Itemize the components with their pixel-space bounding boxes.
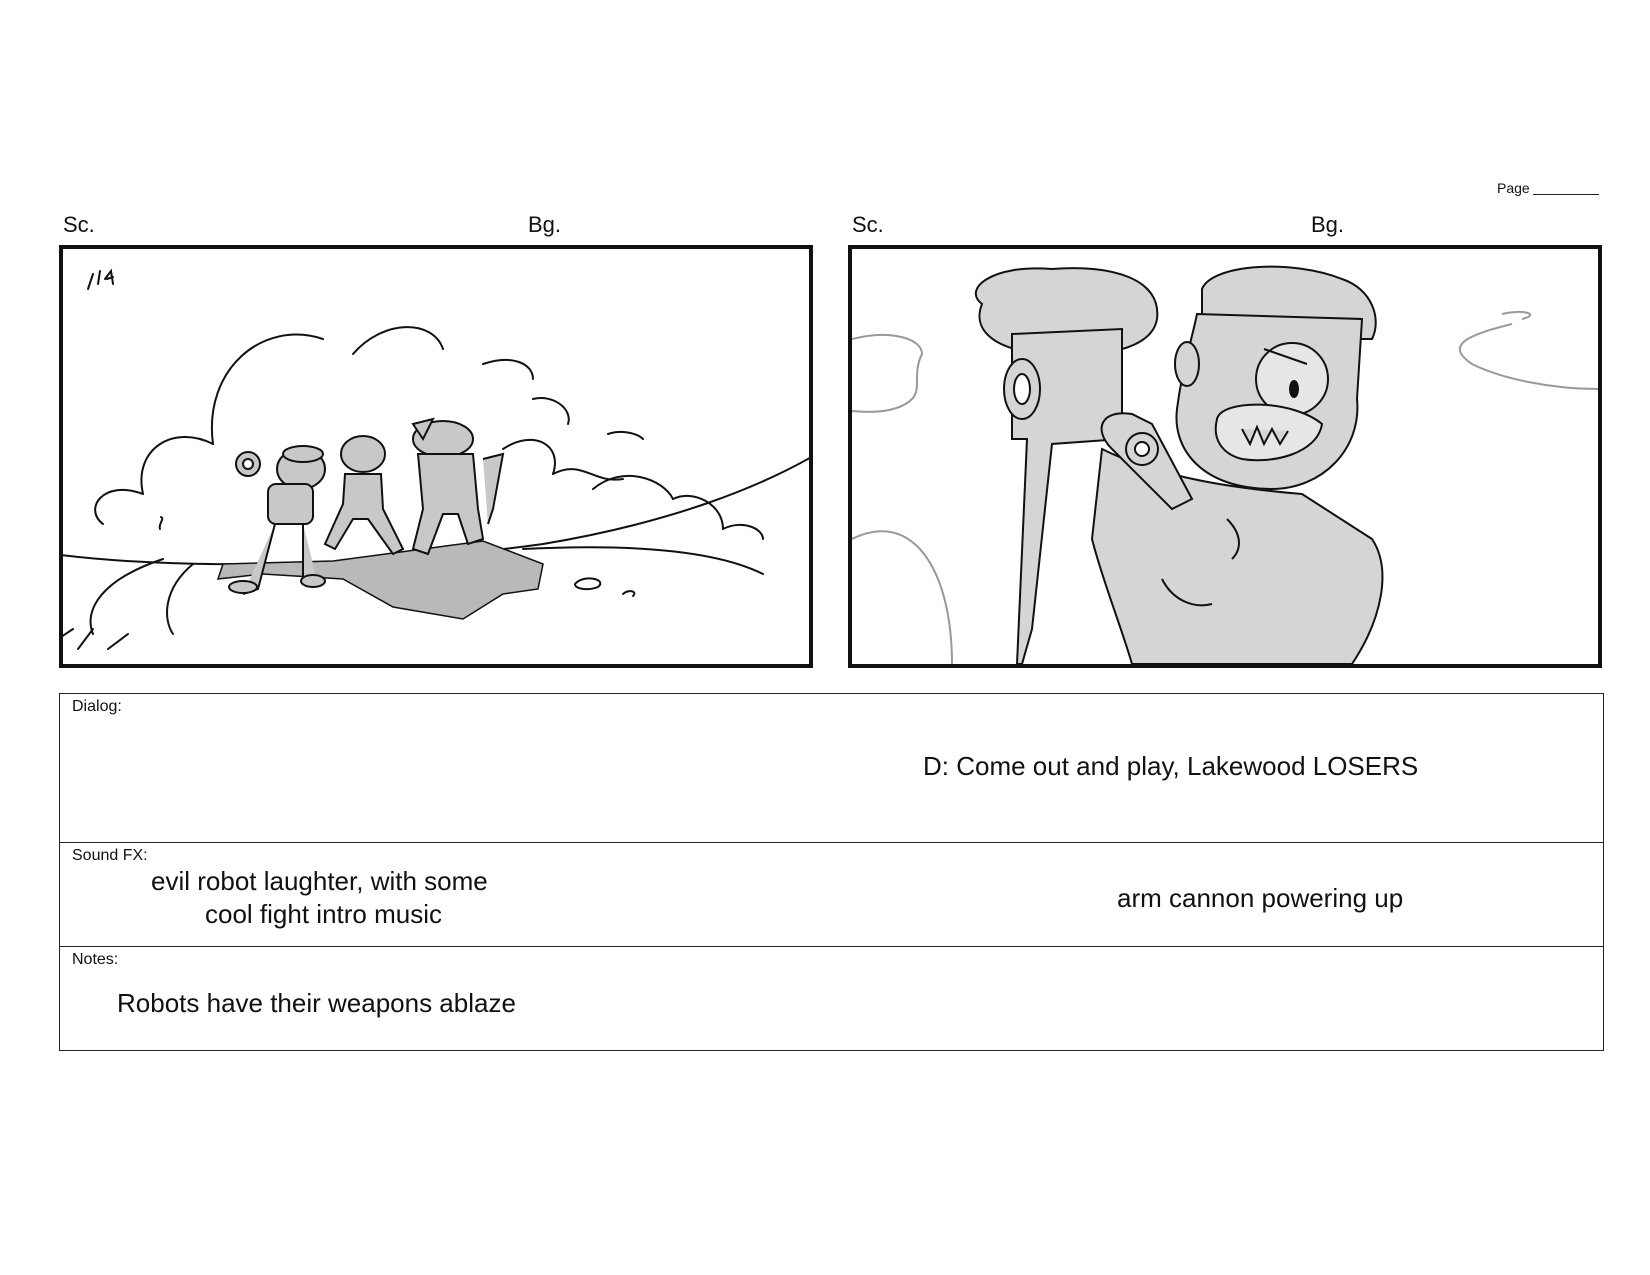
- panel-1-drawing: [63, 249, 809, 664]
- panel-2-bg-label: Bg.: [1311, 212, 1345, 237]
- panel-2-drawing: [852, 249, 1598, 664]
- page-label: Page: [1497, 180, 1530, 196]
- panel-1-bg-label: Bg.: [528, 212, 562, 237]
- info-table: [59, 693, 1604, 1051]
- sound-fx-row: [60, 843, 1603, 947]
- dialog-text-right: D: Come out and play, Lakewood LOSERS: [923, 751, 1419, 781]
- sound-fx-text-right: arm cannon powering up: [1117, 883, 1404, 913]
- page-number-field[interactable]: [1533, 180, 1599, 195]
- sound-fx-text-left-1: evil robot laughter, with some: [151, 866, 488, 896]
- sound-fx-text-left-2: cool fight intro music: [205, 899, 442, 929]
- panel-2-sc-label: Sc.: [852, 212, 884, 237]
- notes-label: Notes:: [72, 951, 119, 968]
- storyboard-panel-1: [59, 245, 813, 668]
- sound-fx-label: Sound FX:: [72, 847, 148, 864]
- notes-row: [60, 947, 1603, 1051]
- dialog-label: Dialog:: [72, 698, 122, 715]
- storyboard-panel-2: [848, 245, 1602, 668]
- notes-text: Robots have their weapons ablaze: [117, 988, 516, 1018]
- panel-1-sc-label: Sc.: [63, 212, 95, 237]
- dialog-row: [60, 694, 1603, 843]
